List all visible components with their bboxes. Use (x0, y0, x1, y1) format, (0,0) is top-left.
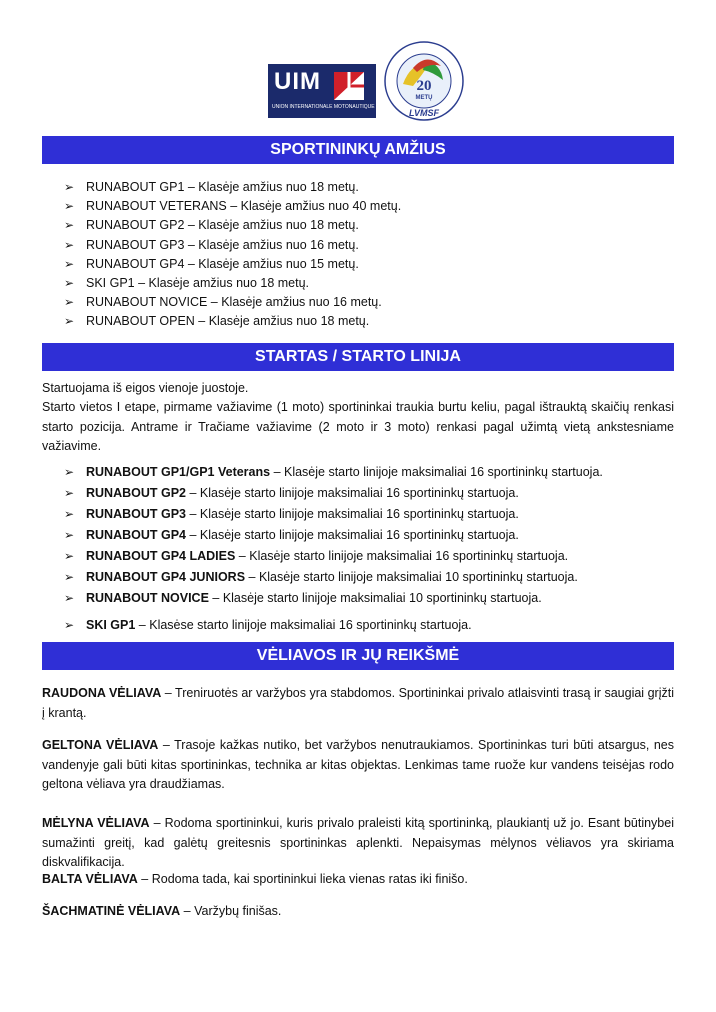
lvmsf-years: 20 (416, 78, 432, 94)
class-name: RUNABOUT GP2 (86, 486, 187, 500)
class-rule: – Klasėje starto linijoje maksimaliai 16 sportininkų startuoja. (186, 486, 519, 500)
start-list-item (64, 483, 603, 504)
age-list-item-text: SKI GP1 – Klasėje amžius nuo 18 metų. (86, 276, 310, 291)
age-list-item (64, 178, 401, 197)
start-intro-2: Starto vietos I etape, pirmame važiavime (1 moto) sportininkai traukia burtu keliu, pagal ištrauktą skaičių renkasi starto pozicija. Antrame ir Tračiame važiavime (2 moto ir 3 moto) renkasi pagal užimtą vietą ankstesniame važiavime. (42, 400, 674, 453)
arrow-bullet-icon: ➢ (64, 218, 75, 233)
uim-logo-subtitle: UNION INTERNATIONALE MOTONAUTIQUE (272, 104, 375, 110)
arrow-bullet-icon: ➢ (64, 276, 75, 291)
class-rule: – Klasėje starto linijoje maksimaliai 16 sportininkų startuoja. (186, 507, 519, 521)
class-rule: – Klasėje starto linijoje maksimaliai 10 sportininkų startuoja. (245, 570, 578, 584)
class-name: SKI GP1 (86, 618, 136, 632)
start-list (64, 462, 603, 636)
class-name: RUNABOUT GP3 (86, 507, 187, 521)
class-name: RUNABOUT GP4 JUNIORS (86, 570, 246, 584)
flag-meaning: – Varžybų finišas. (180, 904, 282, 918)
arrow-bullet-icon: ➢ (64, 591, 75, 605)
arrow-bullet-icon: ➢ (64, 618, 75, 632)
arrow-bullet-icon: ➢ (64, 199, 75, 214)
arrow-bullet-icon: ➢ (64, 570, 75, 584)
age-list-item-text: RUNABOUT GP3 – Klasėje amžius nuo 16 metų. (86, 237, 359, 252)
age-list-item (64, 197, 401, 216)
flag-paragraph (42, 736, 674, 795)
class-rule: – Klasėse starto linijoje maksimaliai 16 sportininkų startuoja. (135, 618, 472, 632)
flag-name: MĖLYNA VĖLIAVA (42, 816, 150, 830)
age-list-item-text: RUNABOUT GP4 – Klasėje amžius nuo 15 metų. (86, 256, 359, 271)
age-list-item (64, 255, 401, 274)
arrow-bullet-icon: ➢ (64, 549, 75, 563)
lvmsf-name: LVMSF (408, 108, 440, 118)
age-list-item-text: RUNABOUT OPEN – Klasėje amžius nuo 18 metų. (86, 314, 370, 329)
arrow-bullet-icon: ➢ (64, 465, 75, 479)
start-list-item (64, 567, 603, 588)
age-list-item-text: RUNABOUT GP1 – Klasėje amžius nuo 18 metų. (86, 180, 359, 194)
class-rule: – Klasėje starto linijoje maksimaliai 16 sportininkų startuoja. (186, 528, 519, 542)
arrow-bullet-icon: ➢ (64, 295, 75, 310)
section-header-age: SPORTININKŲ AMŽIUS (42, 136, 674, 164)
flag-name: GELTONA VĖLIAVA (42, 738, 159, 752)
flag-meaning: – Rodoma tada, kai sportininkui lieka vienas ratas iki finišo. (137, 872, 468, 886)
flag-paragraph (42, 870, 674, 890)
age-list-item (64, 312, 401, 331)
age-list-item-text: RUNABOUT NOVICE – Klasėje amžius nuo 16 metų. (86, 295, 382, 310)
flag-name: ŠACHMATINĖ VĖLIAVA (42, 904, 181, 918)
start-list-item (64, 546, 603, 567)
age-list-item (64, 293, 401, 312)
age-list-item (64, 274, 401, 293)
section-header-start: STARTAS / STARTO LINIJA (42, 343, 674, 371)
arrow-bullet-icon: ➢ (64, 486, 75, 500)
start-list-item (64, 588, 603, 609)
arrow-bullet-icon: ➢ (64, 507, 75, 521)
arrow-bullet-icon: ➢ (64, 314, 75, 329)
arrow-bullet-icon: ➢ (64, 237, 75, 252)
lvmsf-metu: METŲ (415, 95, 433, 101)
lvmsf-20-years-logo (383, 40, 465, 122)
age-list-item-text: RUNABOUT GP2 – Klasėje amžius nuo 18 metų. (86, 218, 359, 233)
flag-meaning: – Rodoma sportininkui, kuris privalo praleisti kitą sportininką, plaukiantį už jo. Esant būtinybei sumažinti greitį, kad galėtų greitesnis sportininkas aplenkti. Nepaisymas mėlynos vėliavos yra skiriama diskvalifikacija. (42, 816, 674, 869)
flag-name: BALTA VĖLIAVA (42, 872, 138, 886)
age-list-item-text: RUNABOUT VETERANS – Klasėje amžius nuo 40 metų. (86, 199, 402, 214)
class-name: RUNABOUT NOVICE (86, 591, 209, 605)
age-list (64, 178, 401, 332)
start-list-item (64, 462, 603, 483)
class-rule: – Klasėje starto linijoje maksimaliai 10 sportininkų startuoja. (208, 591, 542, 605)
flag-paragraph (42, 684, 674, 723)
class-name: RUNABOUT GP4 LADIES (86, 549, 236, 563)
flag-paragraph (42, 814, 674, 873)
uim-flag-icon (334, 72, 364, 100)
uim-logo-text: UIM (274, 68, 321, 95)
arrow-bullet-icon: ➢ (64, 180, 75, 194)
class-name: RUNABOUT GP4 (86, 528, 187, 542)
arrow-bullet-icon: ➢ (64, 256, 75, 271)
logo-area (0, 40, 716, 118)
start-list-item (64, 525, 603, 546)
start-intro-1: Startuojama iš eigos vienoje juostoje. (42, 381, 249, 395)
section-header-flags: VĖLIAVOS IR JŲ REIKŠMĖ (42, 642, 674, 670)
class-rule: – Klasėje starto linijoje maksimaliai 16 sportininkų startuoja. (235, 549, 569, 563)
start-list-item (64, 615, 603, 636)
start-list-item (64, 504, 603, 525)
arrow-bullet-icon: ➢ (64, 528, 75, 542)
age-list-item (64, 216, 401, 235)
flag-meaning: – Treniruotės ar varžybos yra stabdomos. Sportininkai privalo atlaisvinti trasą ir saugiai grįžti į krantą. (42, 686, 675, 720)
flag-name: RAUDONA VĖLIAVA (42, 686, 162, 700)
uim-logo (268, 64, 376, 118)
class-name: RUNABOUT GP1/GP1 Veterans (86, 465, 271, 479)
class-rule: – Klasėje starto linijoje maksimaliai 16 sportininkų startuoja. (270, 465, 603, 479)
flag-paragraph (42, 902, 674, 922)
flag-meaning: – Trasoje kažkas nutiko, bet varžybos nenutraukiamos. Sportininkas turi būti atsargus, nes vandenyje gali būti kitas sportininkas, technika ar kitas objektas. Lenkimas tame ruože kur vandens teisėjas rodo geltona vėliava yra draudžiamas. (42, 738, 674, 791)
age-list-item (64, 236, 401, 255)
